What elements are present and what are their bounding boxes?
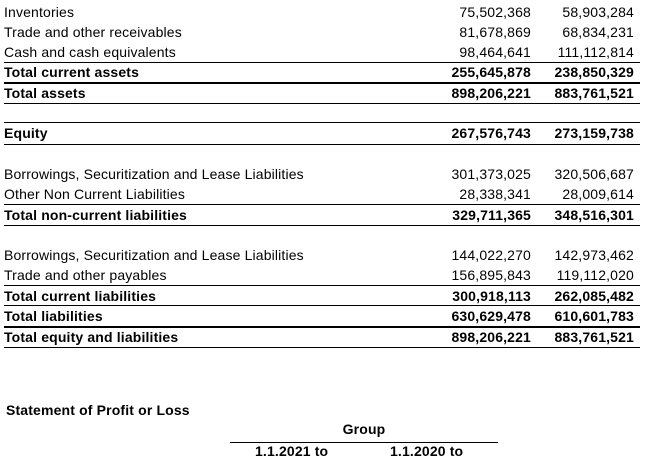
value-2020: 348,516,301 [554,207,634,223]
row-other-nc-liabilities [0,184,640,204]
divider [4,144,640,145]
row-cash [0,42,640,62]
value-2020: 273,159,738 [554,125,634,141]
value-2020: 111,112,814 [557,44,634,60]
value-2021: 156,895,843 [451,267,531,283]
row-label: Total current assets [4,64,140,80]
value-2020: 119,112,020 [556,267,634,283]
row-label: Total assets [4,85,86,101]
value-2020: 610,601,783 [554,308,634,324]
section-title: Statement of Profit or Loss [6,402,190,418]
row-total-assets [0,83,640,103]
row-label: Trade and other receivables [4,24,182,40]
row-label: Total equity and liabilities [4,329,179,345]
value-2020: 68,834,231 [562,24,634,40]
value-2020: 883,761,521 [554,329,634,345]
value-2020: 238,850,329 [554,64,634,80]
value-2021: 630,629,478 [451,308,531,324]
row-equity [0,123,640,143]
value-2021: 329,711,365 [452,207,531,223]
value-2020: 142,973,462 [554,247,634,263]
value-2021: 255,645,878 [451,64,531,80]
value-2020: 320,506,687 [554,166,634,182]
value-2020: 58,903,284 [562,4,634,20]
value-2021: 98,464,641 [459,44,531,60]
row-total-liabilities [0,306,640,326]
row-total-nc-liabilities [0,205,640,225]
value-2020: 262,085,482 [554,288,634,304]
row-c-borrowings [0,245,640,265]
value-2021: 301,373,025 [451,166,531,182]
row-label: Inventories [4,4,75,20]
row-total-current-assets [0,62,640,82]
value-2021: 300,918,113 [452,288,531,304]
row-label: Borrowings, Securitization and Lease Liabilities [4,166,304,182]
value-2020: 28,009,614 [562,186,634,202]
period-2020-header: 1.1.2020 to [390,443,464,459]
divider [4,103,640,104]
value-2020: 883,761,521 [554,85,634,101]
row-total-current-liabilities [0,286,640,306]
row-label: Equity [4,125,48,141]
value-2021: 898,206,221 [451,85,531,101]
value-2021: 898,206,221 [451,329,531,345]
row-label: Trade and other payables [4,267,167,283]
divider [4,347,640,348]
row-label: Cash and cash equivalents [4,44,176,60]
value-2021: 81,678,869 [459,24,531,40]
row-inventories [0,2,640,22]
value-2021: 144,022,270 [451,247,531,263]
group-header: Group [342,421,386,437]
row-total-equity-liabilities [0,327,640,347]
row-label: Total liabilities [4,308,103,324]
period-2021-header: 1.1.2021 to [255,443,329,459]
row-trade-receivables [0,22,640,42]
row-label: Total non-current liabilities [4,207,187,223]
value-2021: 267,576,743 [451,125,531,141]
value-2021: 28,338,341 [459,186,531,202]
row-label: Other Non Current Liabilities [4,186,185,202]
divider [4,225,640,226]
row-label: Borrowings, Securitization and Lease Liabilities [4,247,304,263]
row-trade-payables [0,265,640,285]
row-nc-borrowings [0,164,640,184]
row-label: Total current liabilities [4,288,157,304]
value-2021: 75,502,368 [459,4,531,20]
